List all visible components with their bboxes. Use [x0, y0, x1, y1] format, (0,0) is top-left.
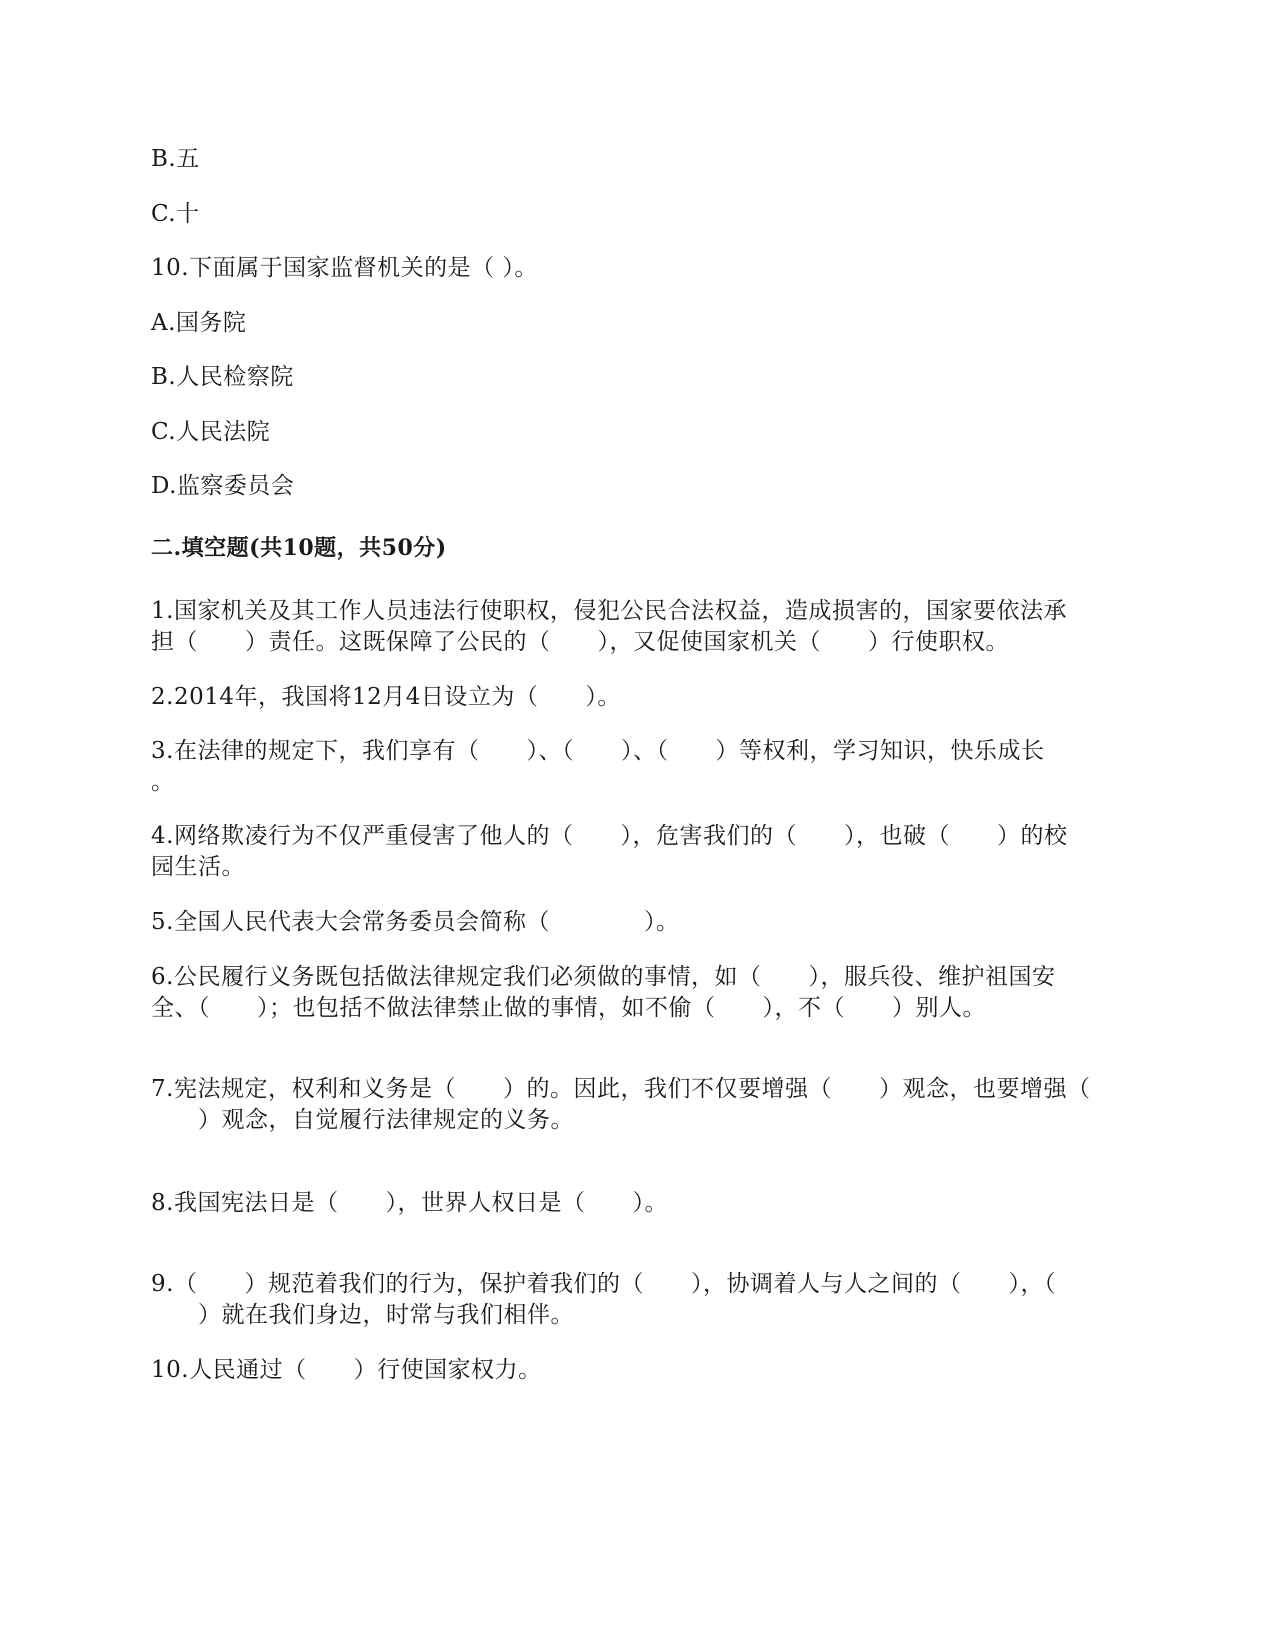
- fill-item-3-line-2: 。: [151, 769, 175, 795]
- fill-item-8: 8.我国宪法日是（ ），世界人权日是（ ）。: [151, 1190, 668, 1216]
- fill-item-5: 5.全国人民代表大会常务委员会简称（ ）。: [151, 909, 680, 935]
- fill-item-7-line-1: 7.宪法规定，权利和义务是（ ）的。因此，我们不仅要增强（ ）观念，也要增强（: [151, 1076, 1091, 1102]
- question-10-option-c: C.人民法院: [151, 419, 271, 445]
- fill-item-4-line-1: 4.网络欺凌行为不仅严重侵害了他人的（ ），危害我们的（ ），也破（ ）的校: [151, 823, 1068, 849]
- option-b: B.五: [151, 146, 200, 172]
- option-c: C.十: [151, 201, 200, 227]
- section-2-heading: 二.填空题(共10题，共50分): [151, 535, 447, 561]
- question-10-option-a: A.国务院: [151, 310, 247, 336]
- fill-item-4-line-2: 园生活。: [151, 854, 245, 880]
- fill-item-1-line-1: 1.国家机关及其工作人员违法行使职权，侵犯公民合法权益，造成损害的，国家要依法承: [151, 598, 1067, 624]
- fill-item-2: 2.2014年，我国将12月4日设立为（ ）。: [151, 684, 621, 710]
- fill-item-7-line-2: ）观念，自觉履行法律规定的义务。: [151, 1107, 574, 1133]
- question-10-stem: 10.下面属于国家监督机关的是（ ）。: [151, 255, 538, 281]
- fill-item-1-line-2: 担（ ）责任。这既保障了公民的（ ），又促使国家机关（ ）行使职权。: [151, 629, 1009, 655]
- fill-item-9-line-2: ）就在我们身边，时常与我们相伴。: [151, 1302, 574, 1328]
- fill-item-3-line-1: 3.在法律的规定下，我们享有（ ）、（ ）、（ ）等权利，学习知识，快乐成长: [151, 738, 1045, 764]
- fill-item-6-line-2: 全、（ ）；也包括不做法律禁止做的事情，如不偷（ ），不（ ）别人。: [151, 995, 986, 1021]
- fill-item-9-line-1: 9.（ ）规范着我们的行为，保护着我们的（ ），协调着人与人之间的（ ），（: [151, 1271, 1056, 1297]
- question-10-option-b: B.人民检察院: [151, 364, 294, 390]
- fill-item-6-line-1: 6.公民履行义务既包括做法律规定我们必须做的事情，如（ ），服兵役、维护祖国安: [151, 964, 1056, 990]
- question-10-option-d: D.监察委员会: [151, 473, 295, 499]
- fill-item-10: 10.人民通过（ ）行使国家权力。: [151, 1357, 542, 1383]
